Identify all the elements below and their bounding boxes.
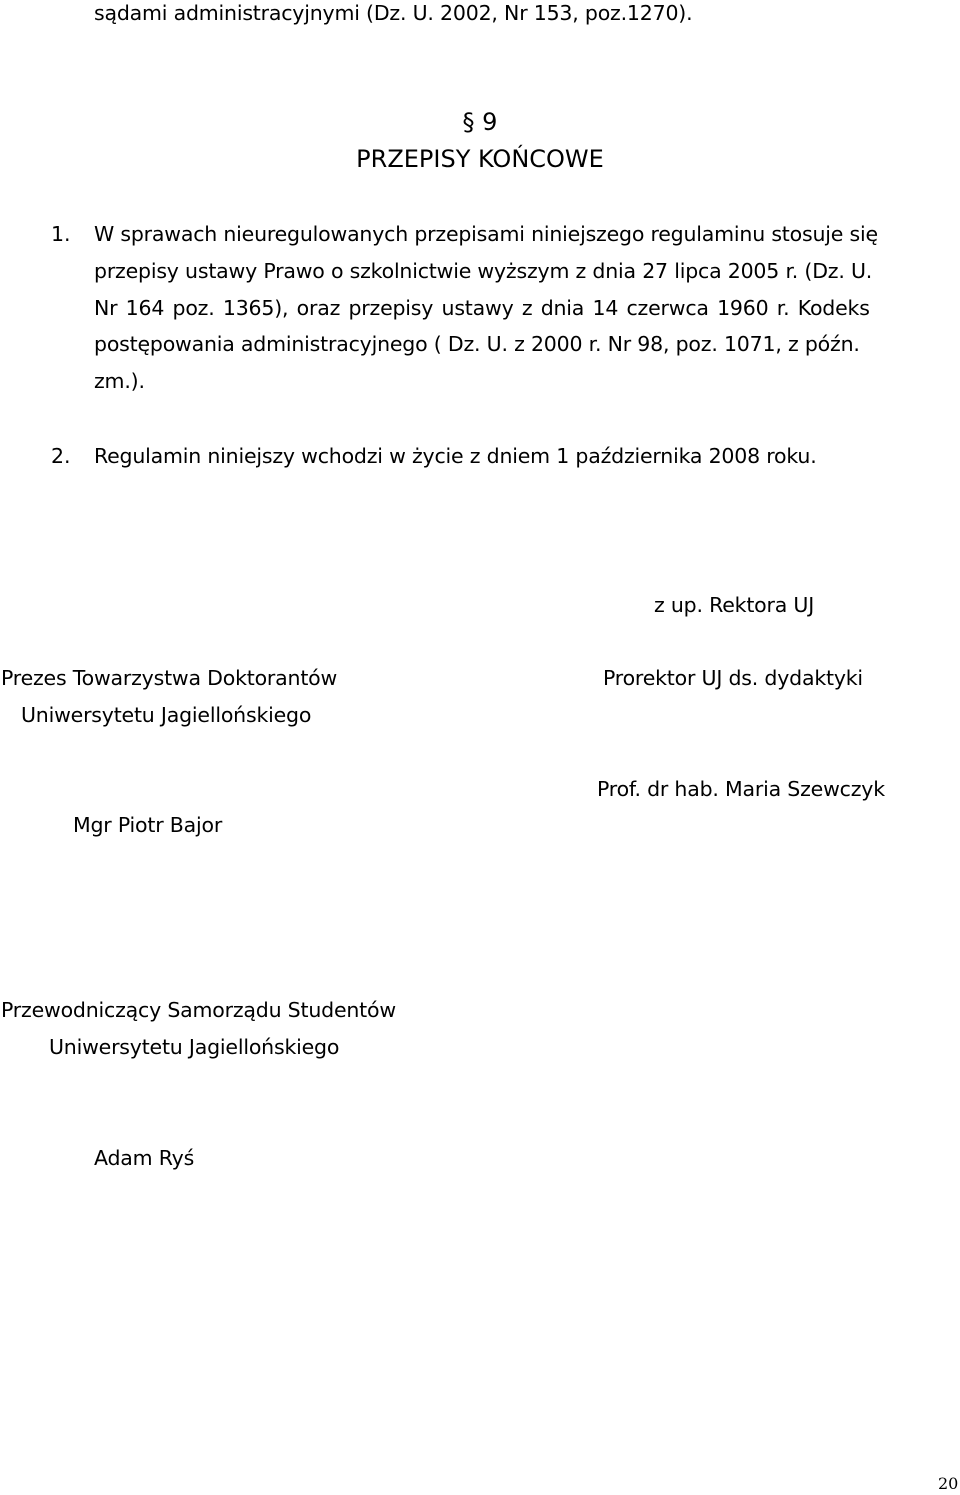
doctoral-society-signatory-name: Mgr Piotr Bajor [73, 813, 223, 837]
intro-line: sądami administracyjnymi (Dz. U. 2002, Nr 153, poz.1270). [94, 1, 693, 25]
item-2-number: 2. [51, 444, 71, 468]
student-council-title-line-1: Przewodniczący Samorządu Studentów [1, 998, 396, 1022]
section-title: PRZEPISY KOŃCOWE [356, 145, 604, 173]
item-1-line-1: W sprawach nieuregulowanych przepisami niniejszego regulaminu stosuje się [94, 222, 878, 246]
item-1-line-5: zm.). [94, 369, 145, 393]
doctoral-society-title-line-2: Uniwersytetu Jagiellońskiego [21, 703, 312, 727]
section-symbol: § 9 [462, 108, 498, 136]
item-1-line-3: Nr 164 poz. 1365), oraz przepisy ustawy z dnia 14 czerwca 1960 r. Kodeks [94, 296, 870, 320]
student-council-title-line-2: Uniwersytetu Jagiellońskiego [49, 1035, 340, 1059]
student-council-signatory-name: Adam Ryś [94, 1146, 195, 1170]
item-1-number: 1. [51, 222, 71, 246]
page-number: 20 [938, 1474, 959, 1493]
prorector-title: Prorektor UJ ds. dydaktyki [603, 666, 863, 690]
doctoral-society-title-line-1: Prezes Towarzystwa Doktorantów [1, 666, 338, 690]
item-1-line-4: postępowania administracyjnego ( Dz. U. z 2000 r. Nr 98, poz. 1071, z późn. [94, 332, 860, 356]
prorector-signatory-name: Prof. dr hab. Maria Szewczyk [597, 777, 885, 801]
rector-on-behalf: z up. Rektora UJ [654, 593, 815, 617]
item-2-line-1: Regulamin niniejszy wchodzi w życie z dniem 1 października 2008 roku. [94, 444, 817, 468]
item-1-line-2: przepisy ustawy Prawo o szkolnictwie wyższym z dnia 27 lipca 2005 r. (Dz. U. [94, 259, 873, 283]
